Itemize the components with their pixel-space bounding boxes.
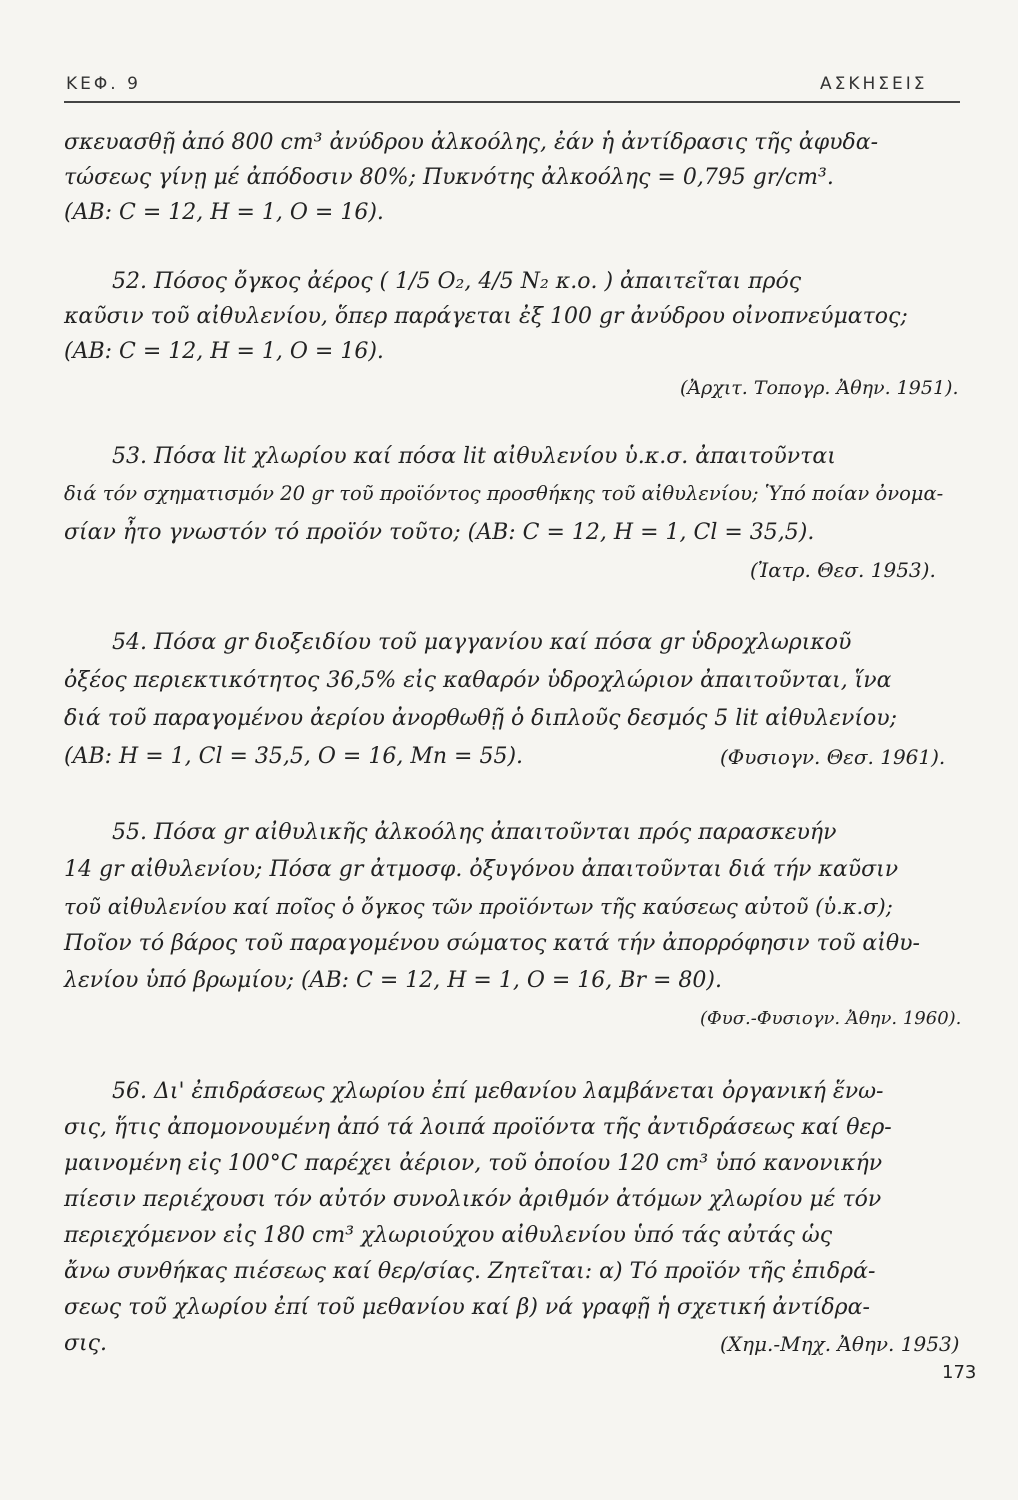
- text-line: σίαν ἦτο γνωστόν τό προϊόν τοῦτο; (ΑΒ: C = 12, H = 1, Cl = 35,5).: [64, 520, 815, 545]
- exercise-source: (Φυσιογν. Θεσ. 1961).: [720, 745, 946, 769]
- text-line: (ΑΒ: C = 12, H = 1, O = 16).: [64, 200, 384, 225]
- header-rule: [64, 101, 960, 103]
- text-line: (ΑΒ: C = 12, H = 1, O = 16).: [64, 339, 384, 364]
- text-line: λενίου ὑπό βρωμίου; (ΑΒ: C = 12, H = 1, O = 16, Br = 80).: [64, 968, 722, 993]
- exercise-source: (Ἀρχιτ. Τοπογρ. Ἀθην. 1951).: [680, 377, 959, 399]
- section-header: ΑΣΚΗΣΕΙΣ: [820, 74, 928, 94]
- exercise-source: (Ἰατρ. Θεσ. 1953).: [750, 558, 936, 582]
- text-line: 56. Δι' ἐπιδράσεως χλωρίου ἐπί μεθανίου λαμβάνεται ὀργανική ἕνω-: [112, 1079, 884, 1104]
- text-line: σεως τοῦ χλωρίου ἐπί τοῦ μεθανίου καί β) νά γραφῇ ἡ σχετική ἀντίδρα-: [64, 1295, 870, 1320]
- chapter-header: ΚΕΦ. 9: [66, 74, 141, 94]
- text-line: 53. Πόσα lit χλωρίου καί πόσα lit αἰθυλενίου ὑ.κ.σ. ἀπαιτοῦνται: [112, 444, 836, 469]
- text-line: 52. Πόσος ὄγκος ἀέρος ( 1/5 O₂, 4/5 N₂ κ.ο. ) ἀπαιτεῖται πρός: [112, 269, 802, 294]
- text-line: ὀξέος περιεκτικότητος 36,5% εἰς καθαρόν ὑδροχλώριον ἀπαιτοῦνται, ἵνα: [64, 668, 892, 693]
- text-line: 14 gr αἰθυλενίου; Πόσα gr ἀτμοσφ. ὀξυγόνου ἀπαιτοῦνται διά τήν καῦσιν: [64, 857, 899, 882]
- text-line: (ΑΒ: H = 1, Cl = 35,5, O = 16, Mn = 55).: [64, 744, 524, 769]
- exercise-source: (Χημ.-Μηχ. Ἀθην. 1953): [720, 1332, 960, 1356]
- text-line: ἄνω συνθήκας πιέσεως καί θερ/σίας. Ζητεῖται: α) Τό προϊόν τῆς ἐπιδρά-: [64, 1259, 876, 1284]
- text-line: 55. Πόσα gr αἰθυλικῆς ἀλκοόλης ἀπαιτοῦνται πρός παρασκευήν: [112, 820, 837, 845]
- text-line: τοῦ αἰθυλενίου καί ποῖος ὁ ὄγκος τῶν προϊόντων τῆς καύσεως αὐτοῦ (ὑ.κ.σ);: [64, 895, 893, 919]
- text-line: πίεσιν περιέχουσι τόν αὐτόν συνολικόν ἀριθμόν ἀτόμων χλωρίου μέ τόν: [64, 1187, 882, 1212]
- text-line: διά τόν σχηματισμόν 20 gr τοῦ προϊόντος προσθήκης τοῦ αἰθυλενίου; Ὑπό ποίαν ὀνομα-: [64, 482, 944, 505]
- text-line: 54. Πόσα gr διοξειδίου τοῦ μαγγανίου καί πόσα gr ὑδροχλωρικοῦ: [112, 630, 852, 655]
- text-line: σις.: [64, 1331, 107, 1356]
- exercise-source: (Φυσ.-Φυσιογν. Ἀθην. 1960).: [700, 1008, 962, 1029]
- page-number: 173: [942, 1362, 977, 1383]
- text-line: διά τοῦ παραγομένου ἀερίου ἀνορθωθῇ ὁ διπλοῦς δεσμός 5 lit αἰθυλενίου;: [64, 706, 898, 731]
- text-line: καῦσιν τοῦ αἰθυλενίου, ὅπερ παράγεται ἐξ 100 gr ἀνύδρου οἰνοπνεύματος;: [64, 304, 908, 329]
- text-line: σκευασθῇ ἀπό 800 cm³ ἀνύδρου ἀλκοόλης, ἐάν ἡ ἀντίδρασις τῆς ἀφυδα-: [64, 130, 879, 155]
- text-line: περιεχόμενον εἰς 180 cm³ χλωριούχου αἰθυλενίου ὑπό τάς αὐτάς ὡς: [64, 1223, 833, 1248]
- text-line: τώσεως γίνῃ μέ ἀπόδοσιν 80%; Πυκνότης ἀλκοόλης = 0,795 gr/cm³.: [64, 165, 834, 190]
- text-line: σις, ἥτις ἀπομονουμένη ἀπό τά λοιπά προϊόντα τῆς ἀντιδράσεως καί θερ-: [64, 1115, 892, 1140]
- text-line: μαινομένη εἰς 100°C παρέχει ἀέριον, τοῦ ὁποίου 120 cm³ ὑπό κανονικήν: [64, 1151, 883, 1176]
- text-line: Ποῖον τό βάρος τοῦ παραγομένου σώματος κατά τήν ἀπορρόφησιν τοῦ αἰθυ-: [64, 931, 920, 956]
